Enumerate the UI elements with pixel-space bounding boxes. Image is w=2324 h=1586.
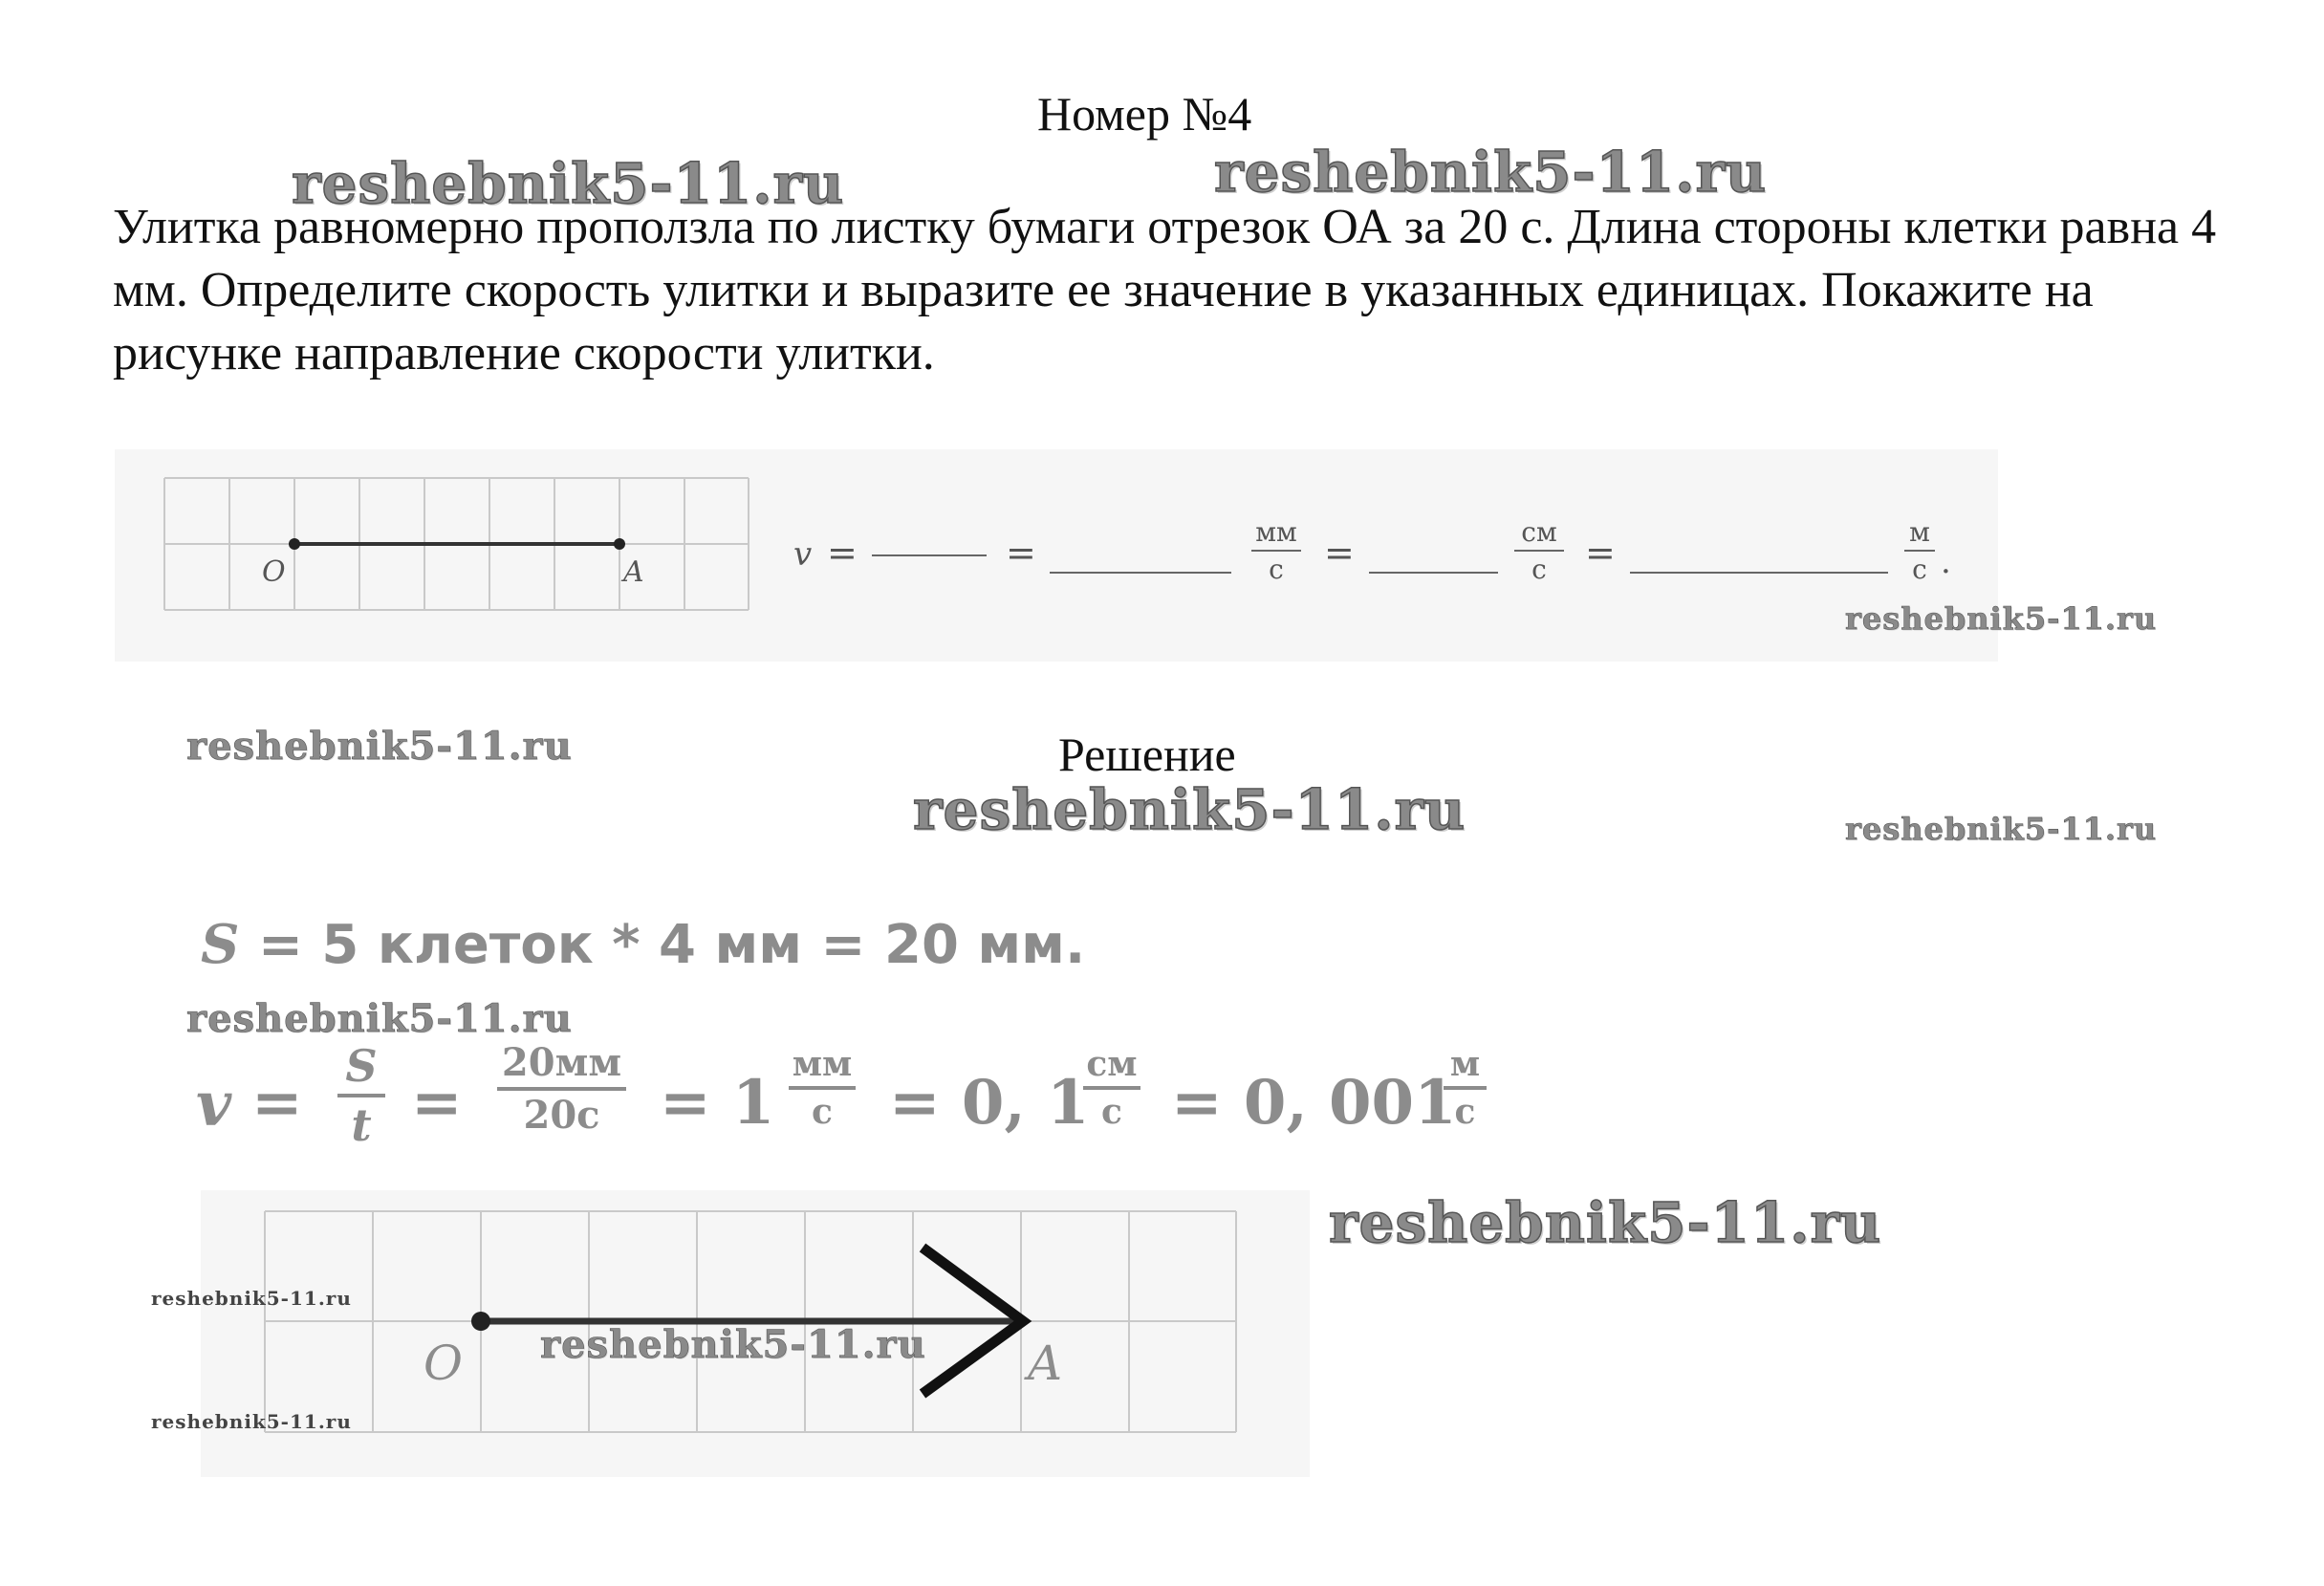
result-cm: = 0, 1 <box>889 1067 1090 1139</box>
watermark: reshebnik5-11.ru <box>186 724 573 769</box>
unit-mm-per-s <box>1248 516 1305 585</box>
blank-fraction <box>872 554 987 556</box>
watermark: reshebnik5-11.ru <box>913 777 1466 842</box>
point-a-dot <box>614 538 625 550</box>
watermark: reshebnik5-11.ru <box>292 151 845 216</box>
period: . <box>1941 543 1951 581</box>
point-o-dot <box>471 1312 490 1331</box>
unit-denominator: с <box>1101 1092 1122 1132</box>
distance-formula <box>201 913 1085 976</box>
unit-cm-per-s <box>1510 516 1568 585</box>
equals-sign: = <box>1324 532 1355 574</box>
unit-denominator: с <box>1269 554 1284 585</box>
point-a-label: A <box>1028 1336 1063 1391</box>
unit-numerator: мм <box>1255 516 1297 548</box>
watermark: reshebnik5-11.ru <box>1214 140 1768 205</box>
point-a-label: A <box>623 555 644 589</box>
equals-sign: = <box>251 1067 303 1139</box>
watermark: reshebnik5-11.ru <box>151 1287 352 1310</box>
watermark: reshebnik5-11.ru <box>151 1410 352 1433</box>
task-text: Улитка равномерно проползла по листку бумаги отрезок ОА за 20 с. Длина стороны клетки равна 4 мм. Определите скорость улитки и выразите ее значение в указанных единицах. Покажите на рисунке направление скорости улитки. <box>113 200 2217 380</box>
fraction-bar <box>789 1086 856 1090</box>
distance-symbol: S <box>201 913 240 976</box>
equals-sign: = <box>1585 532 1616 574</box>
fraction-numerator: S <box>345 1040 378 1092</box>
point-o-label: O <box>262 555 286 589</box>
unit-denominator: с <box>812 1092 833 1132</box>
fraction-20mm-over-20s <box>497 1040 626 1138</box>
fraction-bar <box>497 1087 626 1091</box>
watermark: reshebnik5-11.ru <box>1845 811 2158 847</box>
fraction-bar <box>1444 1086 1487 1090</box>
fraction-bar <box>1904 550 1935 552</box>
watermark: reshebnik5-11.ru <box>186 996 573 1041</box>
watermark: reshebnik5-11.ru <box>1845 600 2158 637</box>
point-o-dot <box>289 538 300 550</box>
task-formula <box>784 516 1988 612</box>
equals-sign: = <box>827 532 858 574</box>
unit-numerator: м <box>1449 1044 1481 1084</box>
fraction-bar <box>1514 550 1564 552</box>
equals-sign: = <box>411 1067 463 1139</box>
velocity-symbol: v <box>793 535 813 574</box>
unit-denominator: с <box>1454 1092 1476 1132</box>
unit-numerator: см <box>1086 1044 1138 1084</box>
fraction-bar <box>337 1094 385 1097</box>
point-o-label: O <box>424 1336 463 1391</box>
fraction-denominator: 20с <box>523 1093 600 1138</box>
task-grid-figure <box>163 476 750 612</box>
fraction-numerator: 20мм <box>501 1040 622 1085</box>
velocity-symbol: v <box>196 1069 232 1141</box>
fraction-bar <box>1251 550 1301 552</box>
fraction-bar <box>1083 1086 1140 1090</box>
unit-numerator: см <box>1521 516 1557 548</box>
watermark: reshebnik5-11.ru <box>540 1322 926 1367</box>
unit-mm-per-s <box>789 1044 856 1132</box>
unit-numerator: мм <box>792 1044 853 1084</box>
equals-sign: = <box>1006 532 1036 574</box>
page-title: Номер №4 <box>1037 87 1252 141</box>
solution-heading: Решение <box>1058 728 1236 781</box>
unit-cm-per-s <box>1083 1044 1140 1132</box>
unit-m-per-s <box>1444 1044 1487 1132</box>
unit-m-per-s <box>1900 516 1939 585</box>
blank-cm <box>1369 572 1498 574</box>
unit-numerator: м <box>1909 516 1930 548</box>
result-mm: = 1 <box>660 1067 775 1139</box>
blank-m <box>1630 572 1888 574</box>
fraction-s-over-t <box>337 1040 385 1151</box>
blank-mm <box>1050 572 1231 574</box>
unit-denominator: с <box>1912 554 1927 585</box>
unit-denominator: с <box>1531 554 1547 585</box>
velocity-formula <box>196 1040 1515 1164</box>
distance-calculation: = 5 клеток * 4 мм = 20 мм. <box>257 914 1086 976</box>
watermark: reshebnik5-11.ru <box>1329 1190 1882 1255</box>
result-m: = 0, 001 <box>1171 1067 1457 1139</box>
fraction-denominator: t <box>351 1099 372 1151</box>
